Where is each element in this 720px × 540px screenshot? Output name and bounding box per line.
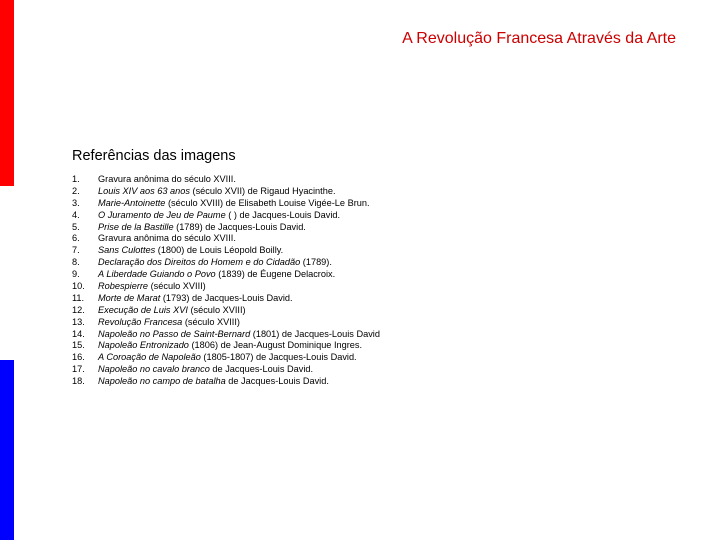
- reference-details: de Jacques-Louis David.: [209, 364, 314, 375]
- reference-item: [72, 174, 380, 186]
- reference-item: [72, 305, 380, 317]
- reference-text: [98, 293, 293, 305]
- reference-text: [98, 269, 335, 281]
- reference-number: 13.: [72, 316, 85, 327]
- reference-work-title: Napoleão Entronizado: [98, 340, 189, 351]
- reference-item: [72, 340, 380, 352]
- reference-text: [98, 186, 336, 198]
- reference-work-title: Revolução Francesa: [98, 316, 183, 327]
- reference-item: [72, 257, 380, 269]
- reference-text: [98, 305, 246, 317]
- reference-details: Gravura anônima do século XVIII.: [98, 174, 236, 184]
- reference-details: (século XVIII) de Elisabeth Louise Vigée-Le Brun.: [165, 197, 370, 208]
- reference-item: [72, 293, 380, 305]
- reference-details: (1800) de Louis Léopold Boilly.: [155, 245, 284, 256]
- reference-number: 18.: [72, 376, 85, 387]
- reference-details: (1839) de Éugene Delacroix.: [215, 269, 336, 280]
- reference-number: 2.: [72, 185, 80, 196]
- reference-details: de Jacques-Louis David.: [225, 376, 329, 387]
- reference-work-title: Napoleão no cavalo branco: [98, 364, 210, 375]
- reference-work-title: A Coroação de Napoleão: [98, 352, 201, 363]
- reference-work-title: Robespierre: [98, 281, 149, 292]
- reference-details: (século XVIII): [187, 304, 246, 315]
- reference-number: 4.: [72, 209, 80, 220]
- reference-text: [98, 352, 357, 364]
- reference-work-title: Prise de la Bastille: [98, 221, 174, 232]
- reference-number: 3.: [72, 197, 80, 208]
- reference-text: [98, 257, 332, 269]
- reference-number: 7.: [72, 245, 80, 256]
- reference-text: [98, 329, 380, 341]
- reference-work-title: Sans Culottes: [98, 245, 156, 256]
- reference-number: 9.: [72, 269, 80, 280]
- reference-work-title: Execução de Luis XVI: [98, 304, 188, 315]
- top-left-red-bar: [0, 0, 14, 186]
- reference-number: 10.: [72, 281, 85, 292]
- reference-work-title: Declaração dos Direitos do Homem e do Cidadão: [98, 257, 301, 268]
- section-heading: Referências das imagens: [72, 148, 236, 164]
- reference-text: [98, 222, 306, 234]
- reference-details: (século XVIII): [182, 316, 240, 327]
- reference-number: 15.: [72, 340, 85, 351]
- reference-number: 16.: [72, 352, 85, 363]
- reference-details: Gravura anônima do século XVIII.: [98, 233, 236, 244]
- reference-details: (1801) de Jacques-Louis David: [250, 328, 380, 339]
- reference-work-title: Napoleão no campo de batalha: [98, 376, 226, 387]
- page-title: A Revolução Francesa Através da Arte: [402, 30, 676, 47]
- reference-work-title: Morte de Marat: [98, 292, 161, 303]
- reference-item: [72, 198, 380, 210]
- reference-item: [72, 364, 380, 376]
- reference-text: [98, 210, 340, 222]
- bottom-left-blue-bar: [0, 360, 14, 540]
- reference-text: [98, 233, 236, 245]
- reference-work-title: Napoleão no Passo de Saint-Bernard: [98, 328, 251, 339]
- reference-work-title: A Liberdade Guiando o Povo: [98, 269, 216, 280]
- reference-item: [72, 245, 380, 257]
- reference-work-title: O Juramento de Jeu de Paume: [98, 209, 226, 220]
- reference-text: [98, 340, 362, 352]
- reference-text: [98, 245, 283, 257]
- reference-number: 14.: [72, 328, 85, 339]
- reference-details: (1806) de Jean-August Dominique Ingres.: [188, 340, 363, 351]
- reference-text: [98, 174, 236, 186]
- reference-work-title: Marie-Antoinette: [98, 197, 166, 208]
- reference-item: [72, 329, 380, 341]
- reference-item: [72, 186, 380, 198]
- reference-item: [72, 222, 380, 234]
- reference-details: (século XVII) de Rigaud Hyacinthe.: [189, 185, 336, 196]
- reference-item: [72, 317, 380, 329]
- reference-list: [72, 174, 380, 388]
- reference-number: 11.: [72, 292, 85, 303]
- reference-number: 5.: [72, 221, 80, 232]
- reference-item: [72, 281, 380, 293]
- reference-number: 1.: [72, 174, 80, 184]
- reference-number: 8.: [72, 257, 80, 268]
- reference-details: ( ) de Jacques-Louis David.: [225, 209, 341, 220]
- reference-details: (1793) de Jacques-Louis David.: [160, 292, 293, 303]
- reference-item: [72, 269, 380, 281]
- reference-text: [98, 364, 313, 376]
- reference-text: [98, 281, 206, 293]
- reference-details: (1789) de Jacques-Louis David.: [173, 221, 306, 232]
- reference-number: 17.: [72, 364, 85, 375]
- reference-work-title: Louis XIV aos 63 anos: [98, 185, 190, 196]
- reference-text: [98, 376, 329, 388]
- reference-number: 12.: [72, 304, 85, 315]
- reference-number: 6.: [72, 233, 80, 244]
- reference-details: (1805-1807) de Jacques-Louis David.: [200, 352, 357, 363]
- reference-details: (1789).: [300, 257, 332, 268]
- reference-item: [72, 210, 380, 222]
- reference-item: [72, 352, 380, 364]
- reference-item: [72, 233, 380, 245]
- reference-details: (século XVIII): [148, 281, 206, 292]
- reference-text: [98, 198, 370, 210]
- reference-text: [98, 317, 240, 329]
- reference-item: [72, 376, 380, 388]
